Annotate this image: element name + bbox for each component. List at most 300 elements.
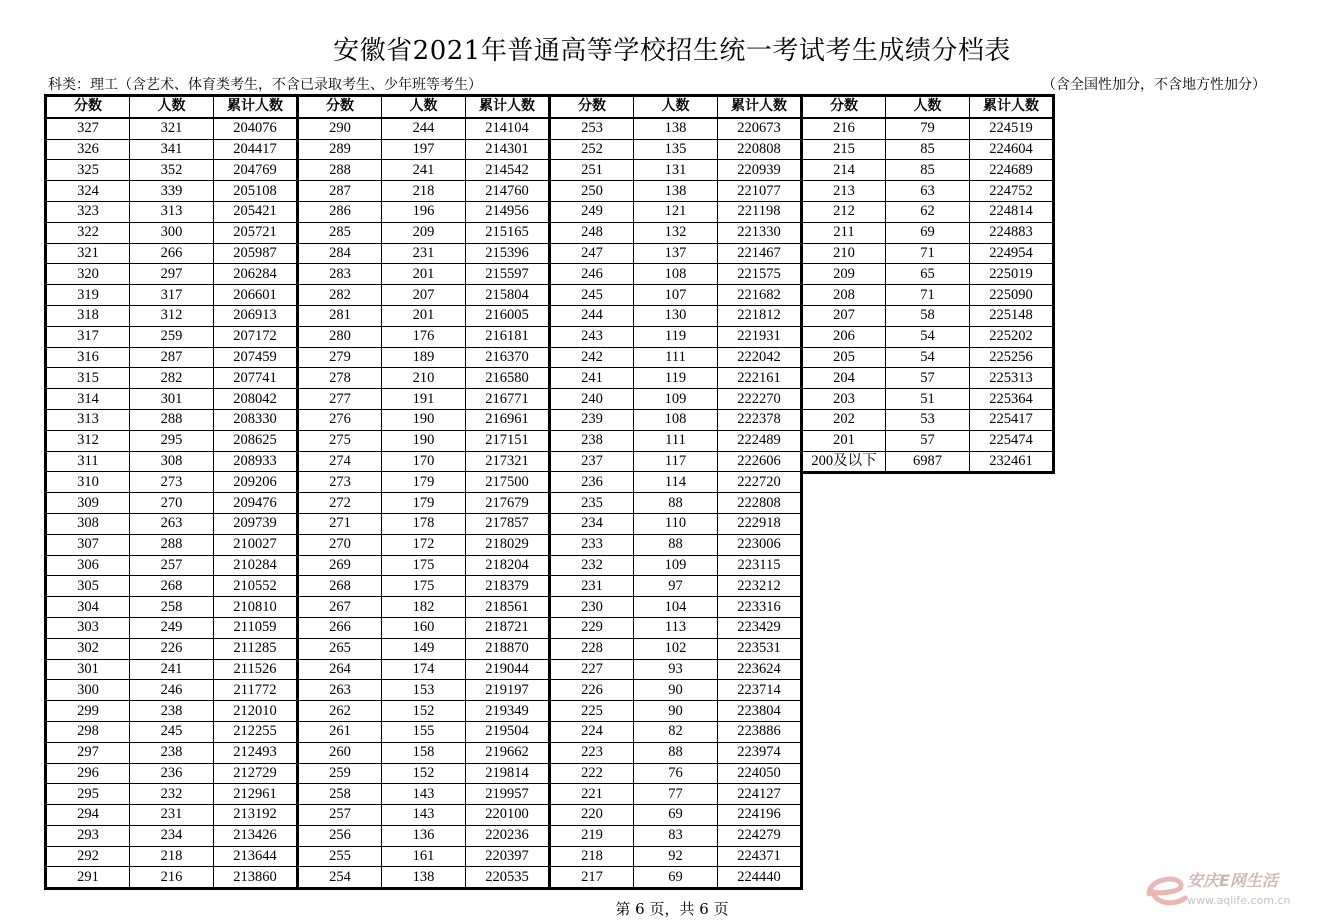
table-row: [550, 784, 802, 805]
table-row: [46, 326, 298, 347]
table-row: [46, 576, 298, 597]
cumulative-cell: 207741: [214, 368, 298, 389]
table-row: [802, 389, 1054, 410]
count-cell: 232: [130, 784, 214, 805]
header-cumulative: 累计人数: [970, 96, 1054, 118]
score-cell: 299: [46, 701, 130, 722]
cumulative-cell: 221575: [718, 264, 802, 285]
count-cell: 339: [130, 181, 214, 202]
table-row: [46, 721, 298, 742]
cumulative-cell: 205421: [214, 201, 298, 222]
score-cell: 293: [46, 825, 130, 846]
cumulative-cell: 223624: [718, 659, 802, 680]
score-cell: 255: [298, 846, 382, 867]
score-cell: 265: [298, 638, 382, 659]
table-row: [550, 721, 802, 742]
count-cell: 175: [382, 576, 466, 597]
count-cell: 216: [130, 867, 214, 889]
score-cell: 246: [550, 264, 634, 285]
table-row: [550, 617, 802, 638]
score-table-block-2: [296, 94, 551, 890]
score-cell: 268: [298, 576, 382, 597]
score-cell: 227: [550, 659, 634, 680]
cumulative-cell: 220535: [466, 867, 550, 889]
count-cell: 131: [634, 160, 718, 181]
table-row: [298, 805, 550, 826]
count-cell: 172: [382, 534, 466, 555]
score-cell: 249: [550, 201, 634, 222]
count-cell: 69: [886, 222, 970, 243]
watermark-url: www.aqlife.com.cn: [1187, 894, 1291, 907]
score-cell: 215: [802, 139, 886, 160]
cumulative-cell: 222918: [718, 513, 802, 534]
score-cell: 217: [550, 867, 634, 889]
count-cell: 121: [634, 201, 718, 222]
score-cell: 211: [802, 222, 886, 243]
table-row: [46, 181, 298, 202]
header-score: 分数: [46, 96, 130, 118]
cumulative-cell: 208042: [214, 389, 298, 410]
table-row: [550, 534, 802, 555]
cumulative-cell: 223212: [718, 576, 802, 597]
score-cell: 202: [802, 409, 886, 430]
score-cell: 312: [46, 430, 130, 451]
cumulative-cell: 224752: [970, 181, 1054, 202]
cumulative-cell: 219504: [466, 721, 550, 742]
cumulative-cell: 219662: [466, 742, 550, 763]
score-cell: 232: [550, 555, 634, 576]
score-cell: 270: [298, 534, 382, 555]
table-row: [46, 118, 298, 139]
table-row: [802, 181, 1054, 202]
table-row: [550, 576, 802, 597]
table-row: [298, 368, 550, 389]
count-cell: 266: [130, 243, 214, 264]
cumulative-cell: 217151: [466, 430, 550, 451]
count-cell: 288: [130, 534, 214, 555]
cumulative-cell: 223714: [718, 680, 802, 701]
count-cell: 63: [886, 181, 970, 202]
cumulative-cell: 223316: [718, 597, 802, 618]
count-cell: 65: [886, 264, 970, 285]
count-cell: 119: [634, 326, 718, 347]
cumulative-cell: 224196: [718, 805, 802, 826]
score-cell: 324: [46, 181, 130, 202]
count-cell: 270: [130, 493, 214, 514]
table-row: [298, 243, 550, 264]
count-cell: 191: [382, 389, 466, 410]
cumulative-cell: 221198: [718, 201, 802, 222]
count-cell: 288: [130, 409, 214, 430]
cumulative-cell: 212493: [214, 742, 298, 763]
count-cell: 137: [634, 243, 718, 264]
cumulative-cell: 225256: [970, 347, 1054, 368]
cumulative-cell: 225417: [970, 409, 1054, 430]
table-row: [46, 805, 298, 826]
cumulative-cell: 219957: [466, 784, 550, 805]
cumulative-cell: 218870: [466, 638, 550, 659]
count-cell: 88: [634, 742, 718, 763]
table-row: [298, 513, 550, 534]
count-cell: 138: [634, 181, 718, 202]
cumulative-cell: 224127: [718, 784, 802, 805]
score-cell: 209: [802, 264, 886, 285]
count-cell: 308: [130, 451, 214, 472]
cumulative-cell: 215597: [466, 264, 550, 285]
cumulative-cell: 207459: [214, 347, 298, 368]
count-cell: 301: [130, 389, 214, 410]
table-row: [46, 264, 298, 285]
cumulative-cell: 223006: [718, 534, 802, 555]
cumulative-cell: 216370: [466, 347, 550, 368]
count-cell: 236: [130, 763, 214, 784]
score-cell: 313: [46, 409, 130, 430]
count-cell: 85: [886, 160, 970, 181]
count-cell: 109: [634, 555, 718, 576]
score-cell: 241: [550, 368, 634, 389]
count-cell: 234: [130, 825, 214, 846]
score-cell: 218: [550, 846, 634, 867]
cumulative-cell: 225313: [970, 368, 1054, 389]
cumulative-cell: 206601: [214, 285, 298, 306]
cumulative-cell: 218561: [466, 597, 550, 618]
cumulative-cell: 208933: [214, 451, 298, 472]
count-cell: 238: [130, 742, 214, 763]
table-row: [46, 680, 298, 701]
header-count: 人数: [634, 96, 718, 118]
score-cell: 200及以下: [802, 451, 886, 473]
count-cell: 241: [130, 659, 214, 680]
score-table-block-1: [44, 94, 299, 890]
count-cell: 57: [886, 368, 970, 389]
cumulative-cell: 213860: [214, 867, 298, 889]
count-cell: 341: [130, 139, 214, 160]
count-cell: 160: [382, 617, 466, 638]
cumulative-cell: 220100: [466, 805, 550, 826]
e-logo-icon: [1141, 864, 1191, 914]
cumulative-cell: 211059: [214, 617, 298, 638]
count-cell: 130: [634, 305, 718, 326]
score-cell: 304: [46, 597, 130, 618]
score-cell: 251: [550, 160, 634, 181]
count-cell: 153: [382, 680, 466, 701]
table-row: [298, 409, 550, 430]
cumulative-cell: 222808: [718, 493, 802, 514]
table-row: [46, 368, 298, 389]
count-cell: 57: [886, 430, 970, 451]
table-row: [298, 472, 550, 493]
count-cell: 178: [382, 513, 466, 534]
cumulative-cell: 222378: [718, 409, 802, 430]
cumulative-cell: 221682: [718, 285, 802, 306]
cumulative-cell: 216961: [466, 409, 550, 430]
cumulative-cell: 216580: [466, 368, 550, 389]
score-cell: 238: [550, 430, 634, 451]
table-row: [46, 451, 298, 472]
table-row: [46, 472, 298, 493]
score-cell: 275: [298, 430, 382, 451]
count-cell: 312: [130, 305, 214, 326]
table-row: [550, 659, 802, 680]
table-row: [298, 701, 550, 722]
count-cell: 117: [634, 451, 718, 472]
cumulative-cell: 214104: [466, 118, 550, 139]
score-cell: 292: [46, 846, 130, 867]
table-row: [550, 347, 802, 368]
cumulative-cell: 215165: [466, 222, 550, 243]
score-cell: 323: [46, 201, 130, 222]
table-row: [298, 326, 550, 347]
header-cumulative: 累计人数: [214, 96, 298, 118]
score-cell: 239: [550, 409, 634, 430]
table-row: [550, 763, 802, 784]
table-row: [550, 638, 802, 659]
count-cell: 282: [130, 368, 214, 389]
cumulative-cell: 209476: [214, 493, 298, 514]
score-cell: 285: [298, 222, 382, 243]
table-row: [802, 368, 1054, 389]
cumulative-cell: 213644: [214, 846, 298, 867]
table-row: [550, 597, 802, 618]
score-cell: 252: [550, 139, 634, 160]
score-cell: 308: [46, 513, 130, 534]
score-cell: 233: [550, 534, 634, 555]
count-cell: 226: [130, 638, 214, 659]
table-row: [802, 285, 1054, 306]
cumulative-cell: 216771: [466, 389, 550, 410]
score-cell: 244: [550, 305, 634, 326]
count-cell: 107: [634, 285, 718, 306]
count-cell: 210: [382, 368, 466, 389]
score-cell: 297: [46, 742, 130, 763]
cumulative-cell: 223115: [718, 555, 802, 576]
score-table-block-4: [800, 94, 1055, 474]
cumulative-cell: 219814: [466, 763, 550, 784]
cumulative-cell: 224604: [970, 139, 1054, 160]
score-cell: 325: [46, 160, 130, 181]
score-cell: 240: [550, 389, 634, 410]
count-cell: 295: [130, 430, 214, 451]
count-cell: 258: [130, 597, 214, 618]
score-cell: 301: [46, 659, 130, 680]
header-cumulative: 累计人数: [718, 96, 802, 118]
count-cell: 138: [382, 867, 466, 889]
count-cell: 6987: [886, 451, 970, 473]
table-row: [46, 305, 298, 326]
cumulative-cell: 224440: [718, 867, 802, 889]
cumulative-cell: 218204: [466, 555, 550, 576]
score-cell: 290: [298, 118, 382, 139]
count-cell: 54: [886, 347, 970, 368]
count-cell: 152: [382, 701, 466, 722]
score-cell: 214: [802, 160, 886, 181]
cumulative-cell: 222042: [718, 347, 802, 368]
score-cell: 261: [298, 721, 382, 742]
score-cell: 216: [802, 118, 886, 139]
cumulative-cell: 209739: [214, 513, 298, 534]
table-row: [298, 181, 550, 202]
cumulative-cell: 211526: [214, 659, 298, 680]
table-row: [298, 576, 550, 597]
cumulative-cell: 225148: [970, 305, 1054, 326]
count-cell: 190: [382, 409, 466, 430]
count-cell: 92: [634, 846, 718, 867]
table-row: [298, 555, 550, 576]
table-row: [550, 805, 802, 826]
table-row: [298, 451, 550, 472]
score-cell: 260: [298, 742, 382, 763]
table-row: [46, 846, 298, 867]
table-row: [46, 867, 298, 889]
count-cell: 111: [634, 347, 718, 368]
score-cell: 316: [46, 347, 130, 368]
table-row: [46, 555, 298, 576]
table-row: [802, 264, 1054, 285]
count-cell: 182: [382, 597, 466, 618]
count-cell: 143: [382, 784, 466, 805]
count-cell: 138: [634, 118, 718, 139]
cumulative-cell: 211772: [214, 680, 298, 701]
score-cell: 307: [46, 534, 130, 555]
score-cell: 213: [802, 181, 886, 202]
score-cell: 302: [46, 638, 130, 659]
count-cell: 190: [382, 430, 466, 451]
table-row: [298, 430, 550, 451]
count-cell: 179: [382, 493, 466, 514]
table-row: [46, 430, 298, 451]
score-cell: 236: [550, 472, 634, 493]
table-row: [802, 118, 1054, 139]
score-cell: 276: [298, 409, 382, 430]
score-cell: 277: [298, 389, 382, 410]
count-cell: 263: [130, 513, 214, 534]
count-cell: 257: [130, 555, 214, 576]
count-cell: 189: [382, 347, 466, 368]
cumulative-cell: 221812: [718, 305, 802, 326]
score-cell: 257: [298, 805, 382, 826]
score-cell: 326: [46, 139, 130, 160]
score-cell: 278: [298, 368, 382, 389]
cumulative-cell: 223974: [718, 742, 802, 763]
count-cell: 197: [382, 139, 466, 160]
score-cell: 256: [298, 825, 382, 846]
score-cell: 254: [298, 867, 382, 889]
table-row: [298, 222, 550, 243]
cumulative-cell: 220939: [718, 160, 802, 181]
table-row: [46, 659, 298, 680]
score-cell: 286: [298, 201, 382, 222]
count-cell: 62: [886, 201, 970, 222]
score-cell: 295: [46, 784, 130, 805]
header-cumulative: 累计人数: [466, 96, 550, 118]
cumulative-cell: 221330: [718, 222, 802, 243]
cumulative-cell: 213192: [214, 805, 298, 826]
table-row: [550, 389, 802, 410]
cumulative-cell: 217500: [466, 472, 550, 493]
count-cell: 83: [634, 825, 718, 846]
cumulative-cell: 217679: [466, 493, 550, 514]
count-cell: 113: [634, 617, 718, 638]
table-row: [550, 513, 802, 534]
score-cell: 305: [46, 576, 130, 597]
score-cell: 204: [802, 368, 886, 389]
cumulative-cell: 220673: [718, 118, 802, 139]
count-cell: 54: [886, 326, 970, 347]
table-row: [550, 181, 802, 202]
page-title: 安徽省2021年普通高等学校招生统一考试考生成绩分档表: [333, 36, 1011, 66]
table-row: [298, 867, 550, 889]
cumulative-cell: 224954: [970, 243, 1054, 264]
score-cell: 303: [46, 617, 130, 638]
score-cell: 311: [46, 451, 130, 472]
table-row: [802, 139, 1054, 160]
cumulative-cell: 207172: [214, 326, 298, 347]
count-cell: 69: [634, 867, 718, 889]
table-row: [550, 555, 802, 576]
cumulative-cell: 232461: [970, 451, 1054, 473]
cumulative-cell: 225474: [970, 430, 1054, 451]
score-cell: 272: [298, 493, 382, 514]
cumulative-cell: 225019: [970, 264, 1054, 285]
score-cell: 259: [298, 763, 382, 784]
count-cell: 231: [382, 243, 466, 264]
table-row: [550, 222, 802, 243]
cumulative-cell: 212961: [214, 784, 298, 805]
count-cell: 149: [382, 638, 466, 659]
cumulative-cell: 224883: [970, 222, 1054, 243]
score-cell: 289: [298, 139, 382, 160]
count-cell: 114: [634, 472, 718, 493]
table-row: [550, 680, 802, 701]
count-cell: 297: [130, 264, 214, 285]
score-cell: 280: [298, 326, 382, 347]
cumulative-cell: 219349: [466, 701, 550, 722]
cumulative-cell: 224519: [970, 118, 1054, 139]
count-cell: 110: [634, 513, 718, 534]
cumulative-cell: 220808: [718, 139, 802, 160]
score-cell: 327: [46, 118, 130, 139]
table-row: [298, 638, 550, 659]
table-row: [802, 305, 1054, 326]
cumulative-cell: 219197: [466, 680, 550, 701]
cumulative-cell: 223531: [718, 638, 802, 659]
count-cell: 71: [886, 285, 970, 306]
score-cell: 296: [46, 763, 130, 784]
count-cell: 53: [886, 409, 970, 430]
count-cell: 218: [382, 181, 466, 202]
table-row: [550, 825, 802, 846]
cumulative-cell: 204417: [214, 139, 298, 160]
score-cell: 203: [802, 389, 886, 410]
table-row: [298, 617, 550, 638]
cumulative-cell: 213426: [214, 825, 298, 846]
score-cell: 243: [550, 326, 634, 347]
count-cell: 209: [382, 222, 466, 243]
score-cell: 234: [550, 513, 634, 534]
table-row: [550, 430, 802, 451]
count-cell: 104: [634, 597, 718, 618]
count-cell: 245: [130, 721, 214, 742]
cumulative-cell: 222720: [718, 472, 802, 493]
count-cell: 88: [634, 493, 718, 514]
score-cell: 262: [298, 701, 382, 722]
cumulative-cell: 222270: [718, 389, 802, 410]
table-row: [298, 285, 550, 306]
score-cell: 291: [46, 867, 130, 889]
table-row: [298, 825, 550, 846]
cumulative-cell: 217857: [466, 513, 550, 534]
score-cell: 248: [550, 222, 634, 243]
